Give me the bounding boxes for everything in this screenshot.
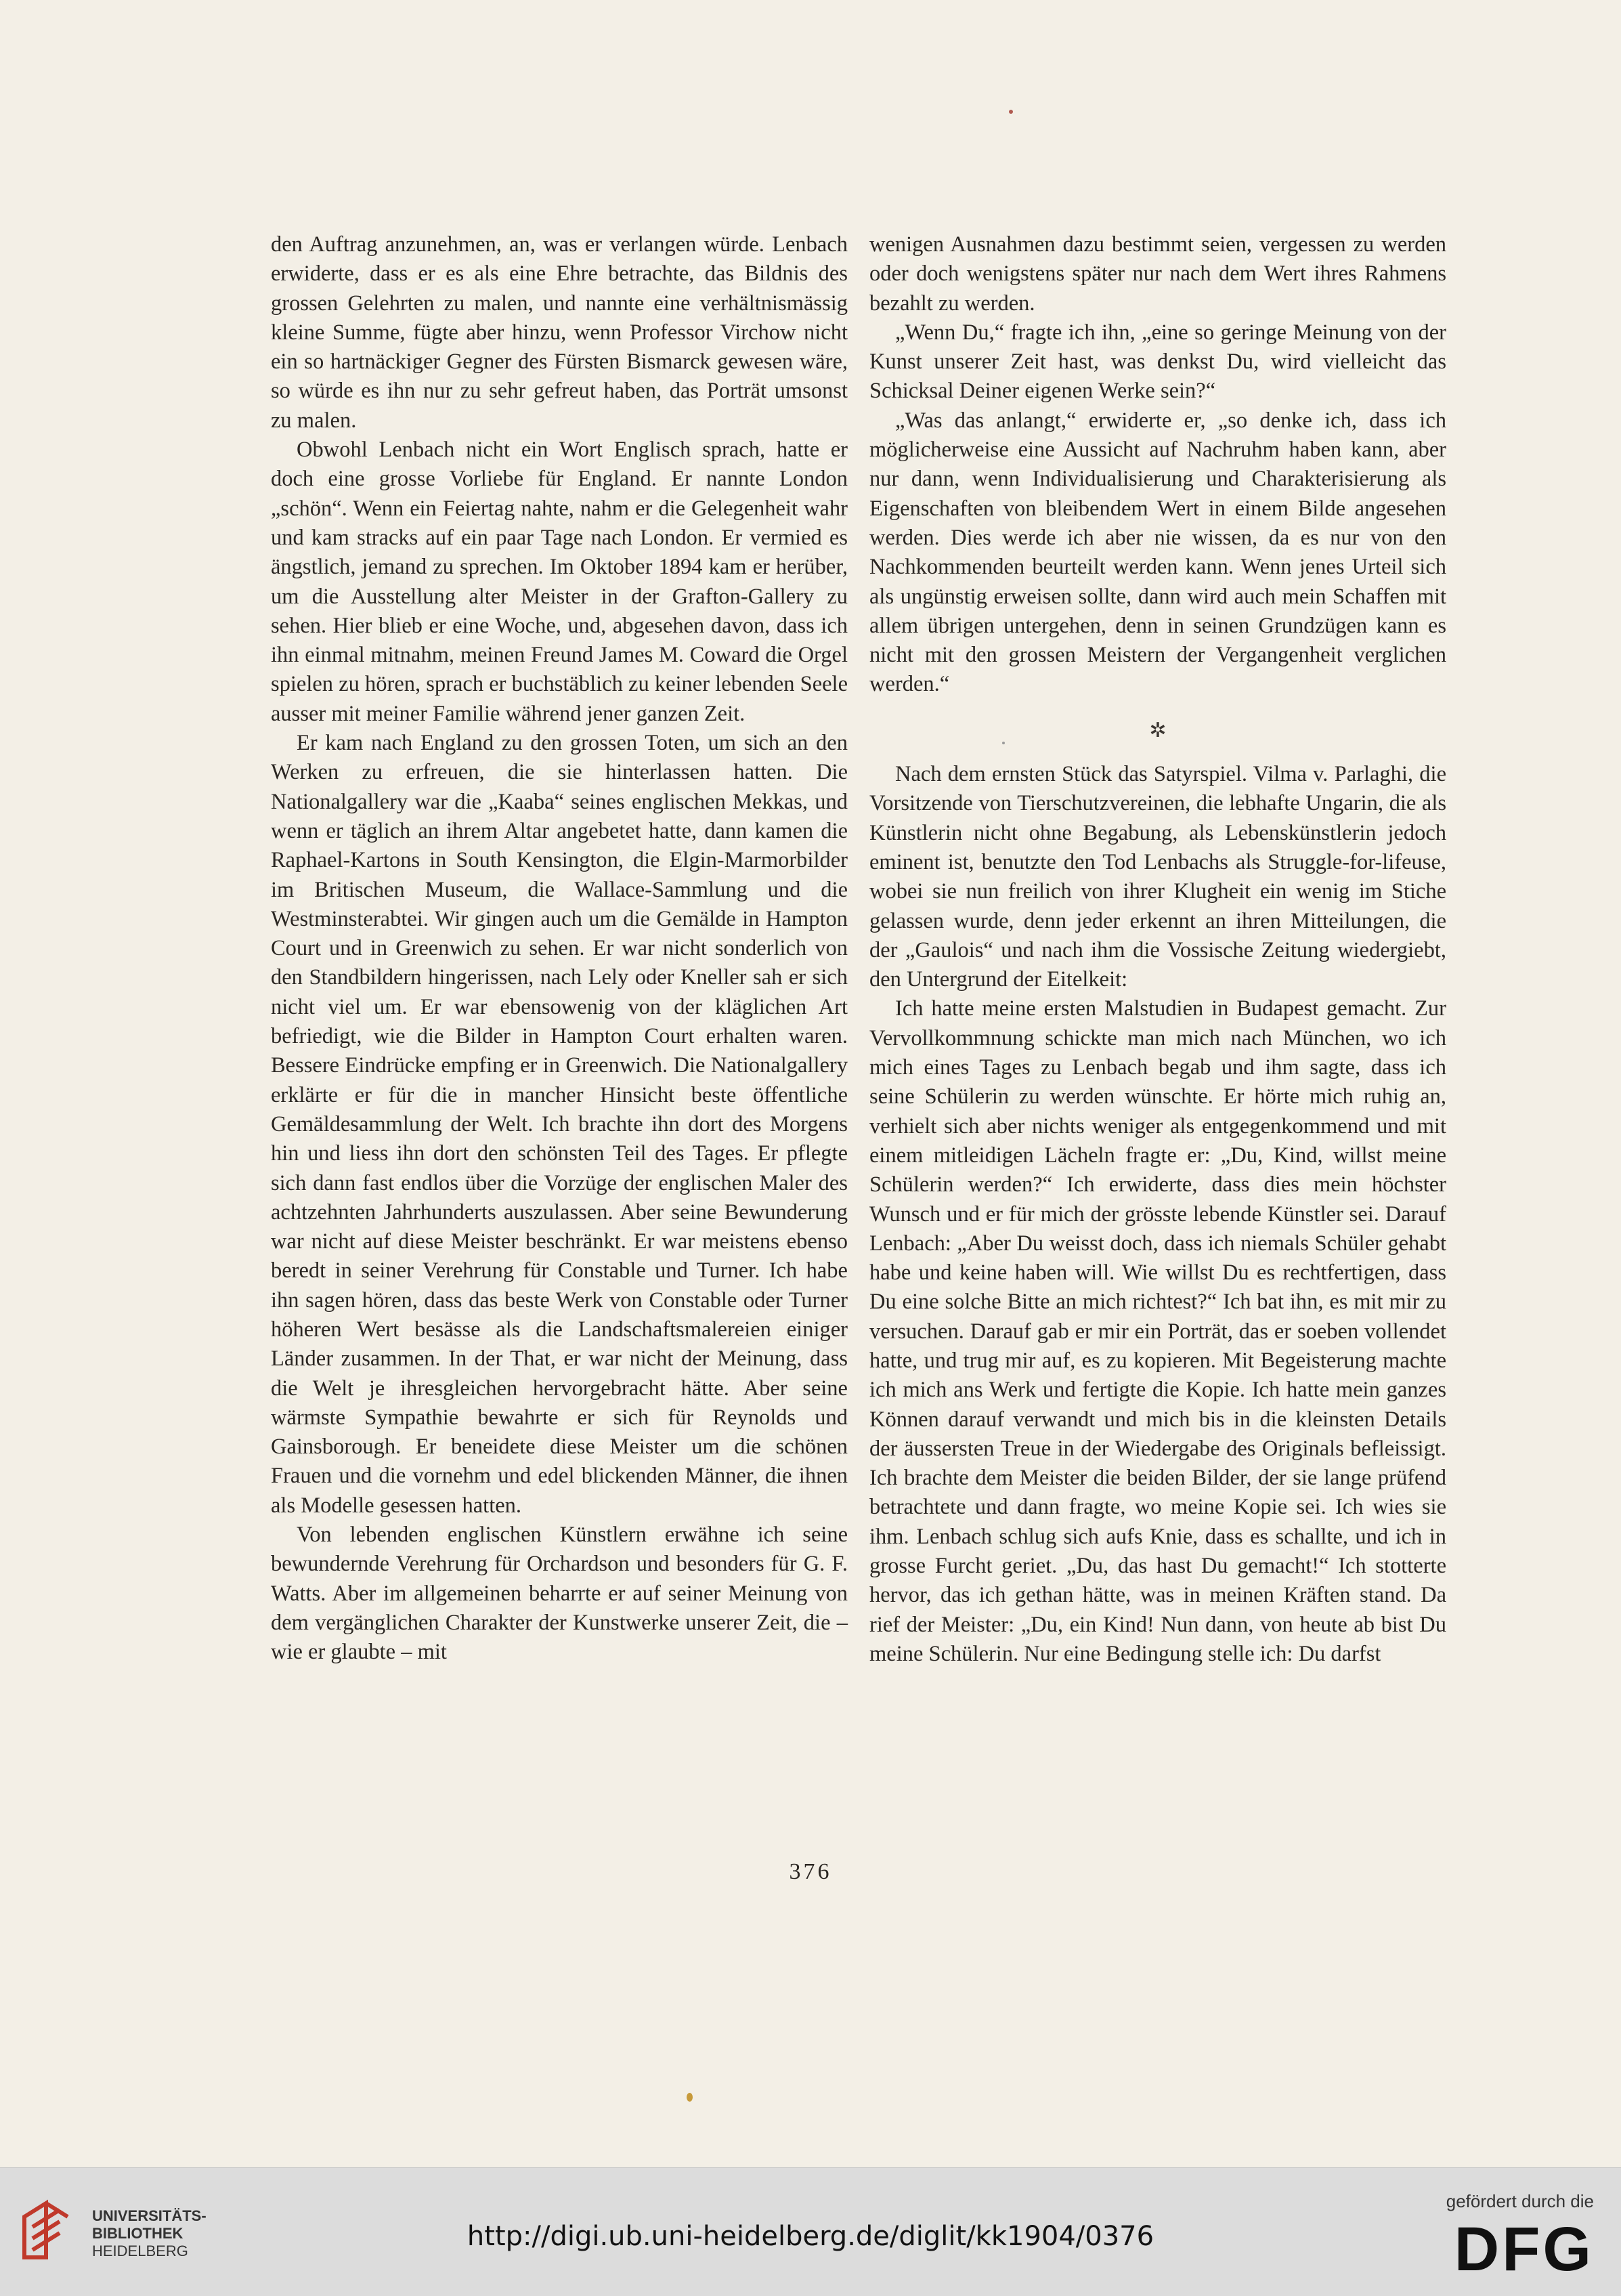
paper-speck bbox=[687, 2093, 693, 2102]
paragraph: Obwohl Lenbach nicht ein Wort Englisch sprach, hatte er doch eine grosse Vorliebe für England. Er nannte London „schön“. Wenn ein Feiertag nahte, nahm er die Gelegenheit wahr und kam stracks auf ein paar Tage nach London. Er vermied es ängstlich, jemand zu sprechen. Im Oktober 1894 kam er herüber, um die Ausstellung alter Meister in der Grafton-Gallery zu sehen. Hier blieb er eine Woche, und, abgesehen davon, dass ich ihn einmal mitnahm, meinen Freund James M. Coward die Orgel spielen zu hören, sprach er buchstäblich zu keiner lebenden Seele ausser mit meiner Familie während jener ganzen Zeit. bbox=[271, 438, 848, 726]
paragraph: den Auftrag anzunehmen, an, was er verlangen würde. Lenbach erwiderte, dass er es als eine Ehre betrachte, das Bildnis des grossen Gelehrten zu malen, und nannte eine verhältnismässig kleine Summe, fügte aber hinzu, wenn Professor Virchow nicht ein so hartnäckiger Gegner des Fürsten Bismarck gewesen wäre, so würde es ihn nur zu sehr gefreut haben, das Porträt umsonst zu malen. bbox=[271, 232, 848, 433]
viewer-footer bbox=[0, 2167, 1621, 2296]
paragraph: „Was das anlangt,“ erwiderte er, „so denke ich, dass ich möglicherweise eine Aussicht auf Nachruhm haben kann, aber nur dann, wenn Individualisierung und Charakterisierung als Eigenschaften von bleibendem Wert in einem Bilde angesehen werden. Dies werde ich aber nie wissen, da es nur von den Nachkommenden beurteilt werden kann. Wenn jenes Urteil sich als ungünstig erweisen sollte, dann wird auch mein Schaffen mit allem übrigen untergehen, denn in seinen Grundzügen kann es nicht mit den grossen Meistern der Vergangenheit verglichen werden.“ bbox=[869, 408, 1446, 697]
page-number: 376 bbox=[789, 1859, 832, 1884]
library-name-line: HEIDELBERG bbox=[92, 2242, 188, 2259]
funded-by-label: gefördert durch die bbox=[1446, 2191, 1594, 2211]
left-column bbox=[271, 230, 848, 1667]
paragraph: wenigen Ausnahmen dazu bestimmt seien, vergessen zu werden oder doch wenigstens später nur nach dem Wert ihres Rahmens bezahlt zu werden. bbox=[869, 232, 1446, 316]
section-ornament-icon: ✲ bbox=[1149, 719, 1167, 742]
paragraph: Ich hatte meine ersten Malstudien in Budapest gemacht. Zur Vervollkommnung schickte man mich nach München, wo ich mich eines Tages zu Lenbach begab und ihm sagte, dass ich seine Schülerin zu werden wünschte. Er hörte mich ruhig an, verhielt sich aber nichts weniger als entgegenkommend und mit einem mitleidigen Lächeln fragte er: „Du, Kind, willst meine Schülerin werden?“ Ich erwiderte, dass dies mein höchster Wunsch und er für mich der grösste lebende Künstler sei. Darauf Lenbach: „Aber Du weisst doch, dass ich niemals Schüler gehabt habe und keine haben will. Wie willst Du es rechtfertigen, dass Du eine solche Bitte an mich richtest?“ Ich bat ihn, es mit mir zu versuchen. Darauf gab er mir ein Porträt, das er soeben vollendet hatte, und trug mir auf, es zu kopieren. Mit Begeisterung machte ich mich ans Werk und fertigte die Kopie. Ich hatte mein ganzes Können darauf verwandt und mich bis in die kleinsten Details der äussersten Treue in der Wiedergabe des Originals befleissigt. Ich brachte dem Meister die beiden Bilder, der sie lange prüfend betrachtete und dann fragte, wo meine Kopie sei. Ich wies sie ihm. Lenbach schlug sich aufs Knie, dass es schallte, und ich in grosse Furcht geriet. „Du, das hast Du gemacht!“ Ich stotterte hervor, das ich gethan hätte, was in meinen Kräften stand. Da rief der Meister: „Du, ein Kind! Nun dann, von heute ab bist Du meine Schülerin. Nur eine Bedingung stelle ich: Du darfst bbox=[869, 996, 1446, 1666]
paragraph: Er kam nach England zu den grossen Toten, um sich an den Werken zu erfreuen, die sie hinterlassen hatten. Die Nationalgallery war die „Kaaba“ seines englischen Mekkas, und wenn er täglich an ihrem Altar angebetet hatte, dann kamen die Raphael-Kartons in South Kensington, die Elgin-Marmorbilder im Britischen Museum, die Wallace-Sammlung und die Westminsterabtei. Wir gingen auch um die Gemälde in Hampton Court und in Greenwich zu sehen. Er war nicht sonderlich von den Standbildern hingerissen, nach Lely oder Kneller sah er sich nicht viel um. Er war ebensowenig von der kläglichen Art befriedigt, wie die Bilder in Hampton Court erhalten waren. Bessere Eindrücke empfing er in Greenwich. Die Nationalgallery erklärte er für die in mancher Hinsicht beste öffentliche Gemäldesammlung der Welt. Ich brachte ihn dort des Morgens hin und liess ihn dort den schönsten Teil des Tages. Er pflegte sich dann fast endlos über die Vorzüge der englischen Maler des achtzehnten Jahrhunderts auszulassen. Aber seine Bewunderung war nicht auf diese Meister beschränkt. Er war meistens ebenso beredt in seiner Verehrung für Constable und Turner. Ich habe ihn sagen hören, dass das beste Werk von Constable oder Turner höheren Wert besässe als die Landschaftsmalereien einiger Länder zusammen. In der That, er war nicht der Meinung, dass die Welt je ihresgleichen hervorgebracht hätte. Aber seine wärmste Sympathie bewahrte er sich für Reynolds und Gainsborough. Er beneidete diese Meister um die schönen Frauen und die vornehm und edel blickenden Männer, die ihnen als Modelle gesessen hatten. bbox=[271, 731, 848, 1518]
paper-speck bbox=[1009, 110, 1013, 114]
paragraph: Nach dem ernsten Stück das Satyrspiel. Vilma v. Parlaghi, die Vorsitzende von Tierschutzvereinen, die lebhafte Ungarin, die als Künstlerin nicht ohne Begabung, als Lebenskünstlerin jedoch eminent ist, benutzte den Tod Lenbachs als Struggle-for-lifeuse, wobei sie nun freilich von ihrer Klugheit ein wenig im Stiche gelassen wurde, denn jeder erkennt an ihren Mitteilungen, die der „Gaulois“ und nach ihm die Vossische Zeitung wiedergiebt, den Untergrund der Eitelkeit: bbox=[869, 762, 1446, 992]
permalink-url[interactable]: http://digi.ub.uni-heidelberg.de/diglit/kk1904/0376 bbox=[467, 2221, 1154, 2252]
paragraph: Von lebenden englischen Künstlern erwähne ich seine bewundernde Verehrung für Orchardson und besonders für G. F. Watts. Aber im allgemeinen beharrte er auf seiner Meinung von dem vergänglichen Charakter der Kunstwerke unserer Zeit, die – wie er glaubte – mit bbox=[271, 1523, 848, 1665]
library-name-line: BIBLIOTHEK bbox=[92, 2225, 183, 2242]
paragraph: „Wenn Du,“ fragte ich ihn, „eine so geringe Meinung von der Kunst unserer Zeit hast, was denkst Du, wird vielleicht das Schicksal Deiner eigenen Werke sein?“ bbox=[869, 320, 1446, 404]
library-name-line: UNIVERSITÄTS- bbox=[92, 2207, 207, 2224]
dfg-logo[interactable]: DFG bbox=[1454, 2215, 1594, 2284]
right-column bbox=[869, 230, 1446, 1669]
